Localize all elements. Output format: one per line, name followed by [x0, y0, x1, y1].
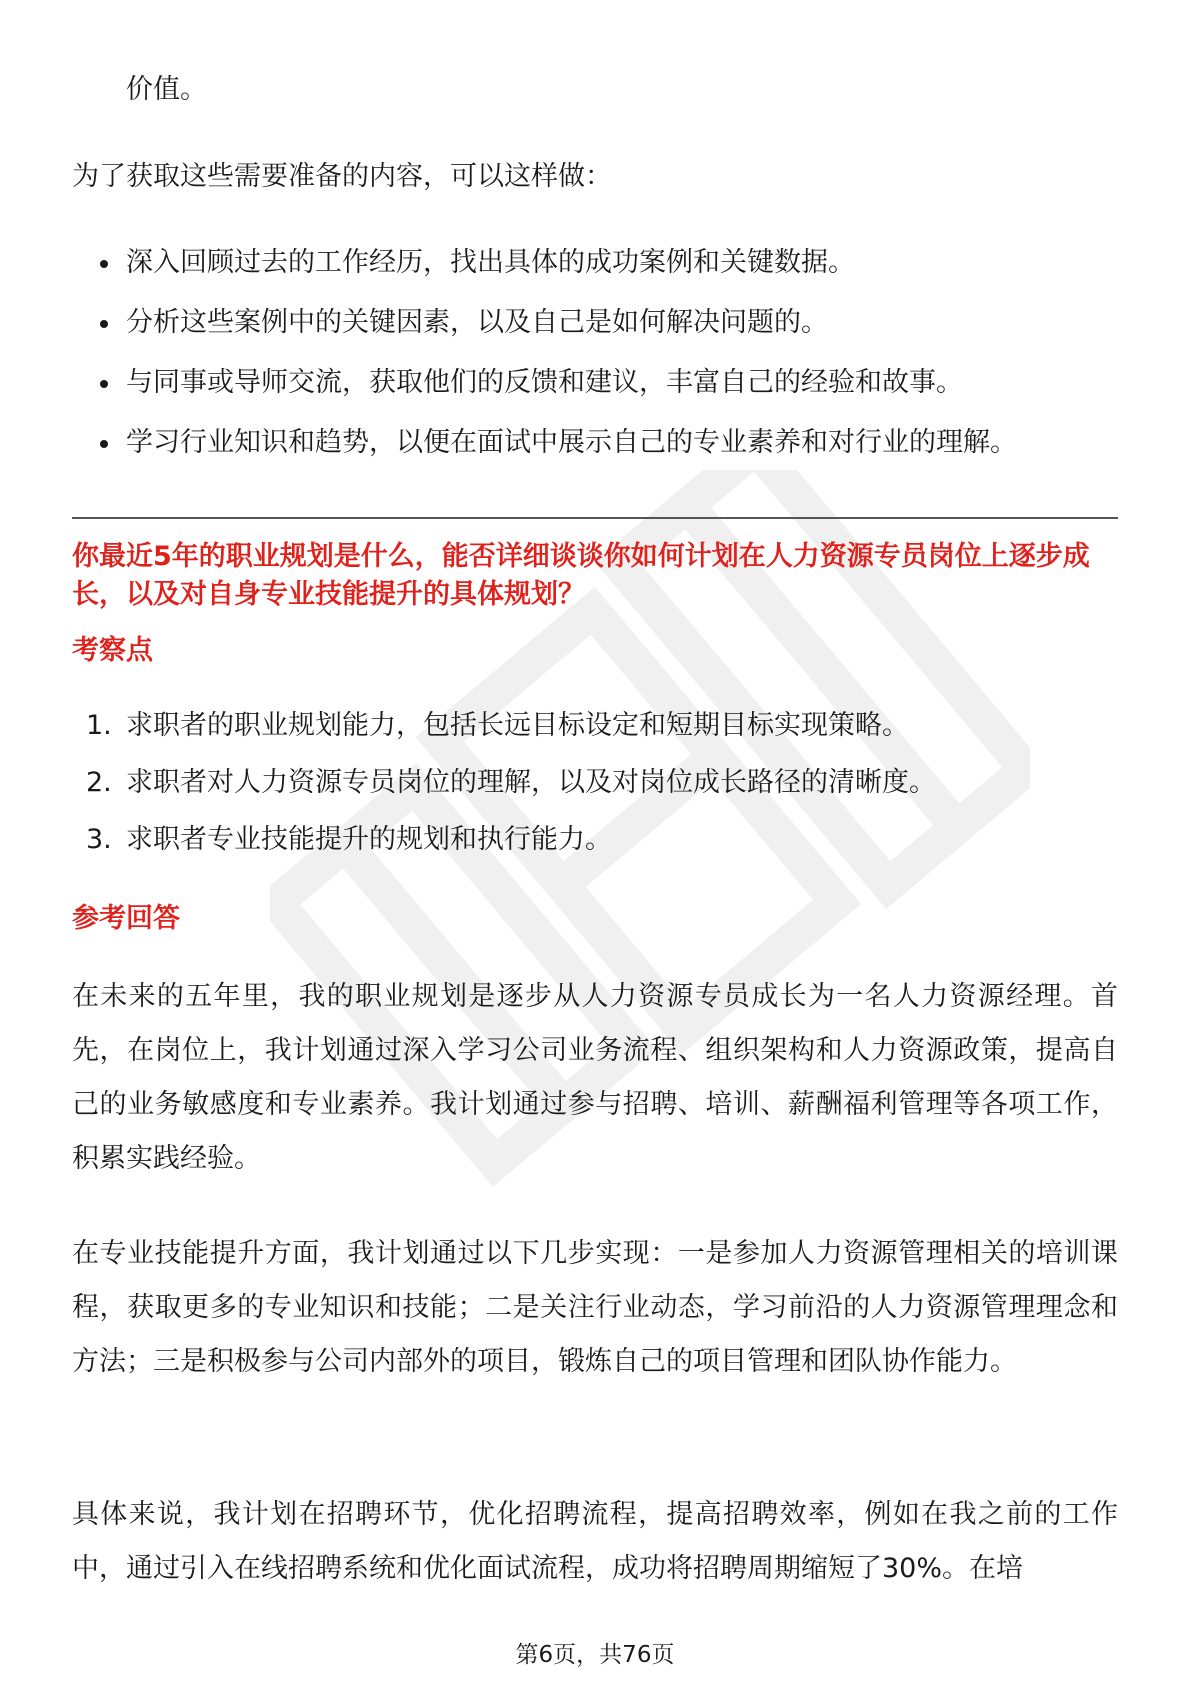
- item-number: 3.: [86, 824, 112, 855]
- bullet-text: 深入回顾过去的工作经历，找出具体的成功案例和关键数据。: [126, 247, 855, 278]
- answer-paragraph: 在专业技能提升方面，我计划通过以下几步实现：一是参加人力资源管理相关的培训课程，获取更多的专业知识和技能；二是关注行业动态，学习前沿的人力资源管理理念和方法；三是积极参与公司内部外的项目，锻炼自己的项目管理和团队协作能力。: [72, 1238, 1118, 1377]
- bullet-icon: [100, 320, 108, 328]
- list-item: [72, 303, 1017, 363]
- list-item: [72, 706, 936, 763]
- points-list: [72, 706, 936, 877]
- continuation-text: 价值。: [126, 74, 207, 105]
- answer-paragraph: 在未来的五年里，我的职业规划是逐步从人力资源专员成长为一名人力资源经理。首先，在岗位上，我计划通过深入学习公司业务流程、组织架构和人力资源政策，提高自己的业务敏感度和专业素养。我计划通过参与招聘、培训、薪酬福利管理等各项工作，积累实践经验。: [72, 981, 1118, 1174]
- item-text: 求职者对人力资源专员岗位的理解，以及对岗位成长路径的清晰度。: [126, 767, 936, 798]
- bullet-icon: [100, 380, 108, 388]
- list-item: [72, 243, 1017, 303]
- section-divider: [72, 517, 1118, 519]
- bullet-text: 分析这些案例中的关键因素，以及自己是如何解决问题的。: [126, 307, 828, 338]
- bullet-text: 学习行业知识和趋势，以便在面试中展示自己的专业素养和对行业的理解。: [126, 427, 1017, 458]
- points-heading: 考察点: [72, 635, 153, 666]
- bullet-list: [72, 243, 1017, 483]
- answer-paragraph: 具体来说，我计划在招聘环节，优化招聘流程，提高招聘效率，例如在我之前的工作中，通过引入在线招聘系统和优化面试流程，成功将招聘周期缩短了30%。在培: [72, 1499, 1118, 1584]
- answer-heading: 参考回答: [72, 903, 180, 934]
- list-item: [72, 820, 936, 877]
- item-number: 1.: [86, 710, 112, 741]
- bullet-text: 与同事或导师交流，获取他们的反馈和建议，丰富自己的经验和故事。: [126, 367, 963, 398]
- item-text: 求职者的职业规划能力，包括长远目标设定和短期目标实现策略。: [126, 710, 909, 741]
- page-footer: 第6页，共76页: [515, 1642, 675, 1668]
- question-heading: 你最近5年的职业规划是什么，能否详细谈谈你如何计划在人力资源专员岗位上逐步成长，以及对自身专业技能提升的具体规划？: [72, 541, 1090, 610]
- list-item: [72, 423, 1017, 483]
- list-item: [72, 763, 936, 820]
- bullet-icon: [100, 440, 108, 448]
- bullet-icon: [100, 260, 108, 268]
- item-text: 求职者专业技能提升的规划和执行能力。: [126, 824, 612, 855]
- item-number: 2.: [86, 767, 112, 798]
- intro-text: 为了获取这些需要准备的内容，可以这样做：: [72, 161, 612, 192]
- list-item: [72, 363, 1017, 423]
